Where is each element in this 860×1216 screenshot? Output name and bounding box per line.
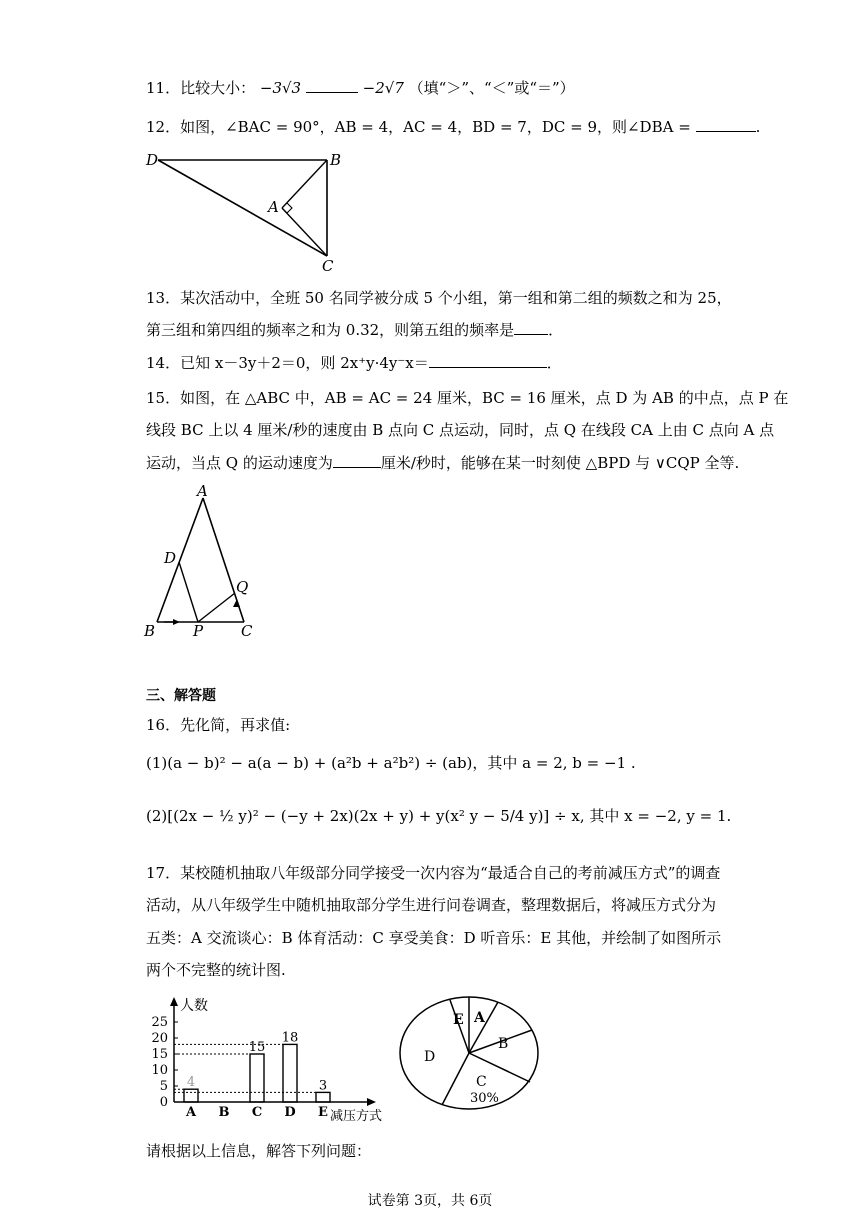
segment-AB — [282, 160, 327, 208]
slice-divider — [442, 1053, 469, 1105]
label-P: P — [193, 622, 204, 640]
q11-prefix: 比较大小： — [180, 79, 256, 97]
question-17-line-3: 五类：A 交流谈心：B 体育活动：C 享受美食：D 听音乐：E 其他，并绘制了如图所示 — [146, 929, 722, 947]
segment-DP — [179, 562, 198, 622]
y-axis-label: 人数 — [180, 998, 208, 1014]
x-tick-label: B — [218, 1105, 230, 1120]
label-D: D — [164, 549, 177, 567]
slice-label-C: C — [476, 1074, 487, 1090]
label-A: A — [268, 198, 279, 216]
question-16-part-2: (2)[(2x − ½ y)² − (−y + 2x)(2x + y) + y(x² y − 5/4 y)] ÷ x, 其中 x = −2, y = 1. — [146, 807, 732, 825]
label-B: B — [330, 151, 342, 169]
question-17-line-2: 活动，从八年级学生中随机抽取部分学生进行问卷调查，整理数据后，将减压方式分为 — [146, 896, 717, 914]
question-17-line-1: 17．某校随机抽取八年级部分同学接受一次内容为“最适合自己的考前减压方式”的调查 — [146, 864, 721, 882]
segment-DC — [158, 160, 327, 256]
segment-PQ — [198, 593, 235, 622]
slice-label-E: E — [453, 1012, 464, 1028]
segment-AC — [282, 208, 327, 256]
label-C: C — [322, 257, 334, 275]
x-tick-label: E — [318, 1105, 328, 1120]
bar-chart — [140, 992, 400, 1122]
q13-end: ． — [548, 321, 564, 339]
value-label-E: 3 — [318, 1078, 328, 1094]
q11-number: 11． — [146, 79, 181, 97]
bar-D — [283, 1044, 297, 1102]
label-B: B — [144, 622, 156, 640]
question-14 — [146, 352, 562, 374]
q11-hint: （填“＞”、“＜”或“＝”） — [408, 79, 575, 97]
q12-figure — [140, 148, 350, 273]
q11-answer-blank[interactable] — [306, 78, 358, 93]
y-tick-label: 20 — [151, 1031, 168, 1046]
question-11 — [146, 77, 575, 99]
q13-line2-text: 第三组和第四组的频率之和为 0.32，则第五组的频率是 — [146, 321, 515, 339]
x-tick-label: A — [185, 1105, 197, 1120]
y-tick-label: 0 — [159, 1095, 168, 1110]
value-label-A: 4 — [186, 1075, 196, 1091]
y-axis-arrow — [170, 997, 178, 1006]
question-17-prompt: 请根据以上信息，解答下列问题： — [146, 1142, 372, 1160]
q15-figure — [140, 480, 270, 640]
x-axis-arrow — [367, 1098, 376, 1106]
question-16-part-1: (1)(a − b)² − a(a − b) + (a²b + a²b²) ÷ (ab)，其中 a = 2, b = −1 . — [146, 754, 636, 772]
q12-answer-blank[interactable] — [696, 117, 756, 132]
slice-label-A: A — [474, 1010, 485, 1026]
value-label-C: 15 — [248, 1040, 266, 1055]
page-footer: 试卷第 3页，共 6页 — [367, 1193, 493, 1209]
q13-answer-blank[interactable] — [514, 320, 548, 335]
q15-answer-blank[interactable] — [333, 453, 381, 468]
bar-C — [250, 1054, 264, 1102]
bar-A — [184, 1089, 198, 1102]
y-tick-label: 25 — [151, 1015, 168, 1030]
right-angle-mark — [282, 203, 292, 213]
arrowhead-Q — [233, 599, 240, 607]
slice-label-D: D — [424, 1049, 436, 1065]
y-tick-label: 15 — [151, 1047, 168, 1062]
pie-chart — [398, 994, 548, 1114]
label-Q: Q — [236, 578, 249, 596]
arrowhead-P — [173, 619, 180, 625]
question-13-line-2 — [146, 319, 563, 341]
label-A: A — [197, 482, 208, 500]
question-15-line-3 — [146, 452, 739, 474]
q14-text: 14．已知 x－3y＋2＝0，则 2x⁺y·4y⁻x＝ — [146, 354, 429, 372]
bars — [174, 1030, 330, 1120]
question-12 — [146, 116, 760, 138]
bar-E — [316, 1092, 330, 1102]
question-13-line-1: 13．某次活动中，全班 50 名同学被分成 5 个小组，第一组和第二组的频数之和为 25， — [146, 289, 732, 307]
q11-left-expression: −3√3 — [259, 79, 302, 97]
question-17-line-4: 两个不完整的统计图. — [146, 961, 286, 979]
label-D: D — [146, 151, 159, 169]
section-heading: 三、解答题 — [146, 688, 216, 704]
q11-right-expression: −2√7 — [362, 79, 404, 97]
slice-label-B: B — [498, 1036, 509, 1052]
slice-percent-C: 30% — [470, 1091, 499, 1106]
q12-end: . — [755, 118, 761, 136]
y-tick-label: 10 — [151, 1063, 168, 1078]
y-tick-label: 5 — [159, 1079, 168, 1094]
x-axis-label: 减压方式 — [330, 1109, 383, 1124]
q15-line3-end: 厘米/秒时，能够在某一时刻使 △BPD 与 ∨CQP 全等. — [380, 454, 740, 472]
question-15-line-1: 15．如图，在 △ABC 中，AB = AC = 24 厘米，BC = 16 厘米，点 D 为 AB 的中点，点 P 在 — [146, 389, 789, 407]
value-label-D: 18 — [281, 1030, 299, 1046]
q15-line3-start: 运动，当点 Q 的运动速度为 — [146, 454, 333, 472]
q12-text: 12．如图，∠BAC = 90°，AB = 4，AC = 4，BD = 7，DC = 9，则∠DBA = — [146, 118, 691, 136]
x-tick-label: C — [251, 1105, 263, 1120]
question-16-title: 16．先化简，再求值: — [146, 716, 291, 734]
q14-end: ． — [546, 354, 562, 372]
x-tick-label: D — [284, 1105, 296, 1120]
label-C: C — [241, 622, 253, 640]
q14-answer-blank[interactable] — [429, 353, 547, 368]
question-15-line-2: 线段 BC 上以 4 厘米/秒的速度由 B 点向 C 点运动，同时，点 Q 在线段 CA 上由 C 点向 A 点 — [146, 421, 775, 439]
